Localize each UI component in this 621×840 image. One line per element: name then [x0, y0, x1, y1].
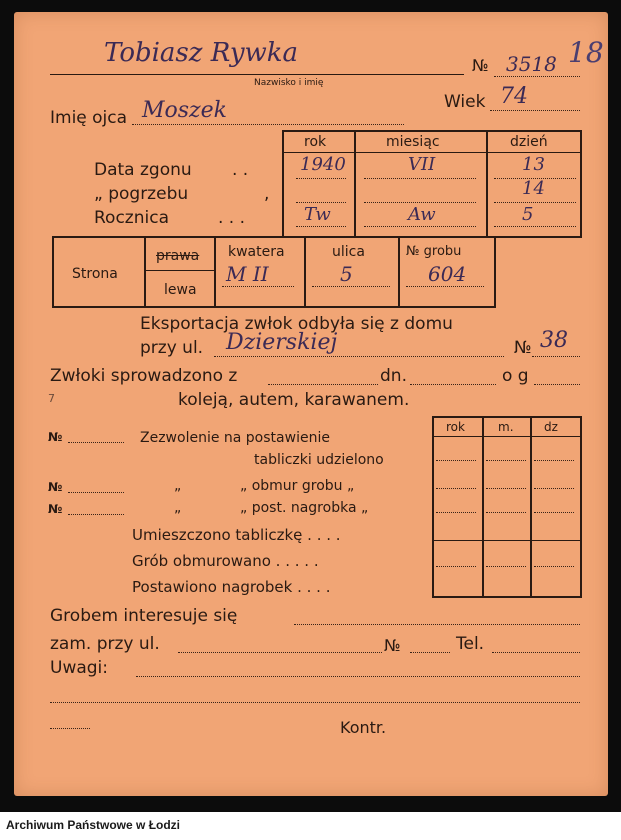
permits-row-line: [486, 460, 526, 461]
anniversary-label: Rocznica: [94, 208, 169, 228]
export-number-line: [532, 356, 580, 357]
right-side-label: prawa: [156, 248, 200, 264]
permits-row-line: [486, 566, 526, 567]
dates-header-rok: rok: [304, 134, 327, 150]
address-label: zam. przy ul.: [50, 634, 160, 654]
dates-col-divider-1: [354, 130, 356, 236]
permit-1-number-line: [68, 442, 124, 443]
permit-2-number-label: №: [48, 480, 63, 494]
transport-mark: 7: [48, 392, 55, 405]
permit-1-text-b: tabliczki udzielono: [254, 452, 384, 468]
grave-number-value: 604: [428, 262, 467, 286]
corner-number: 18: [568, 36, 604, 69]
permits-row-line: [534, 566, 574, 567]
export-street: Dzierskiej: [226, 330, 338, 355]
export-street-prefix: przy ul.: [140, 338, 204, 358]
address-line: [178, 652, 382, 653]
death-date-dots: . .: [232, 160, 249, 180]
death-month-line: [364, 178, 476, 179]
address-number-line: [410, 652, 450, 653]
anniversary-year: Tw: [304, 204, 331, 225]
death-year-line: [296, 178, 346, 179]
age-label: Wiek: [444, 92, 486, 112]
notes-line-1: [136, 676, 580, 677]
permits-row-line: [534, 460, 574, 461]
permit-3-text: „ post. nagrobka „: [240, 500, 369, 516]
death-month: VII: [408, 154, 436, 175]
burial-date-label: „ pogrzebu: [94, 184, 189, 204]
tel-line: [492, 652, 580, 653]
number-line: [494, 76, 580, 77]
anniversary-year-line: [296, 226, 346, 227]
burial-date-dots: ,: [264, 184, 270, 204]
record-card: [14, 12, 608, 796]
export-street-line: [214, 356, 504, 357]
permits-row-line: [486, 488, 526, 489]
permits-row-line: [534, 512, 574, 513]
notes-label: Uwagi:: [50, 658, 109, 678]
permit-3-number-line: [68, 514, 124, 515]
permit-2-text: „ obmur grobu „: [240, 478, 355, 494]
dates-header-miesiac: miesiąc: [386, 134, 440, 150]
interested-label: Grobem interesuje się: [50, 606, 238, 626]
transport-from-line: [268, 384, 378, 385]
street-header: ulica: [332, 244, 365, 260]
transport-time-line: [534, 384, 580, 385]
permits-table: [432, 416, 582, 598]
transport-date-line: [410, 384, 496, 385]
left-side-label: lewa: [164, 282, 197, 298]
permits-col-divider-1: [482, 416, 484, 596]
sign-placed-label: Umieszczono tabliczkę . . . .: [132, 526, 341, 544]
anniversary-month: Aw: [408, 204, 436, 225]
permit-1-number-label: №: [48, 430, 63, 444]
anniversary-day-line: [494, 226, 576, 227]
dates-header-line: [282, 152, 580, 153]
permits-row-line: [534, 488, 574, 489]
age-value: 74: [500, 84, 528, 109]
permits-row-line: [436, 488, 476, 489]
permits-row-line: [436, 512, 476, 513]
name-value: Tobiasz Rywka: [104, 38, 299, 68]
address-number-label: №: [384, 636, 401, 655]
export-number-label: №: [514, 338, 532, 358]
grave-col-divider-4: [398, 236, 400, 306]
transport-means: koleją, autem, karawanem.: [178, 390, 410, 410]
burial-year-line: [296, 202, 346, 203]
number-value: 3518: [506, 52, 557, 76]
transport-og: o g: [502, 366, 529, 386]
father-line: [132, 124, 404, 125]
permits-header-line: [432, 436, 580, 437]
street-line: [312, 286, 390, 287]
notes-line-2: [50, 702, 580, 703]
grave-walled-label: Grób obmurowano . . . . .: [132, 552, 319, 570]
notes-line-3: [50, 728, 90, 729]
archive-footer: Archiwum Państwowe w Łodzi: [6, 818, 181, 832]
burial-day-line: [494, 202, 576, 203]
grave-number-header: № grobu: [406, 244, 462, 259]
side-label: Strona: [72, 266, 118, 282]
age-line: [490, 110, 580, 111]
anniversary-day: 5: [522, 204, 534, 225]
kontr-label: Kontr.: [340, 718, 387, 737]
quarter-line: [222, 286, 294, 287]
interested-line: [294, 624, 580, 625]
quarter-value: M II: [226, 262, 269, 286]
permits-header-dz: dz: [544, 420, 558, 434]
export-number: 38: [540, 328, 568, 353]
death-day: 13: [522, 154, 545, 175]
permits-row-line: [436, 566, 476, 567]
permit-2-quote: „: [174, 478, 182, 494]
anniversary-dots: . . .: [218, 208, 246, 228]
export-text: Eksportacja zwłok odbyła się z domu: [140, 314, 453, 334]
burial-month-line: [364, 202, 476, 203]
street-value: 5: [340, 262, 353, 286]
quarter-header: kwatera: [228, 244, 285, 260]
permit-3-quote: „: [174, 500, 182, 516]
burial-day: 14: [522, 178, 545, 199]
name-label: Nazwisko i imię: [254, 78, 324, 88]
grave-col-divider-1: [144, 236, 146, 306]
anniversary-month-line: [364, 226, 476, 227]
death-year: 1940: [300, 154, 346, 175]
dates-col-divider-2: [486, 130, 488, 236]
father-value: Moszek: [142, 98, 228, 123]
permit-1-text-a: Zezwolenie na postawienie: [140, 430, 330, 446]
name-line: [50, 74, 464, 75]
permits-header-rok: rok: [446, 420, 465, 434]
permit-3-number-label: №: [48, 502, 63, 516]
grave-col-divider-2: [214, 236, 216, 306]
permits-header-m: m.: [498, 420, 514, 434]
transport-label: Zwłoki sprowadzono z: [50, 366, 238, 386]
transport-dn: dn.: [380, 366, 407, 386]
father-label: Imię ojca: [50, 108, 128, 128]
permits-row-line: [436, 460, 476, 461]
number-label: №: [472, 56, 489, 75]
death-date-label: Data zgonu: [94, 160, 192, 180]
permits-mid-line: [432, 540, 580, 541]
tel-label: Tel.: [456, 634, 485, 654]
permit-2-number-line: [68, 492, 124, 493]
dates-header-dzien: dzień: [510, 134, 548, 150]
side-divider: [144, 270, 214, 271]
tombstone-placed-label: Postawiono nagrobek . . . .: [132, 578, 331, 596]
grave-number-line: [406, 286, 484, 287]
grave-col-divider-3: [304, 236, 306, 306]
permits-col-divider-2: [530, 416, 532, 596]
permits-row-line: [486, 512, 526, 513]
